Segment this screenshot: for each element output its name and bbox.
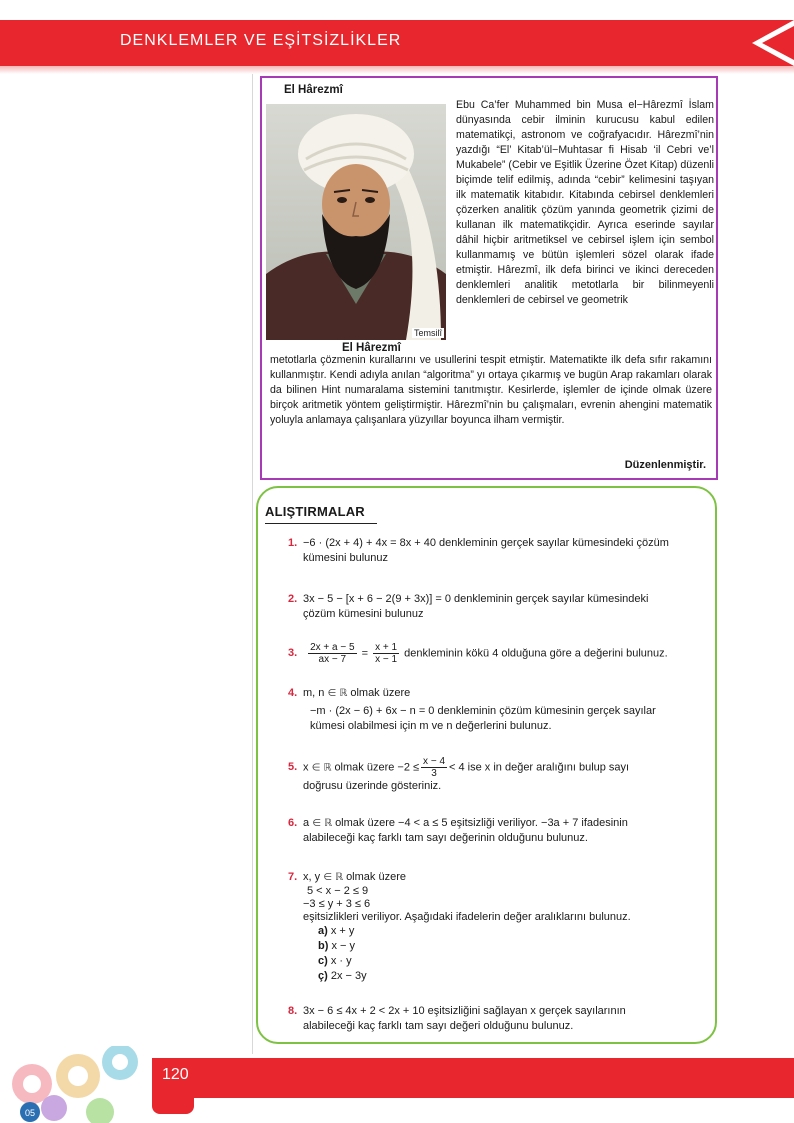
exercise-number: 6. — [288, 817, 298, 829]
fraction-left — [308, 642, 356, 665]
info-paragraph-right: Ebu Ca’fer Muhammed bin Musa el−Hârezmî İslam dünyasında cebir ilminin kurucusu kabul edilen matematikçi, astronom ve coğrafyacıdır. Hârezmî’nin yazdığı “El’ Kitab’ül−Muhtasar fi Hisab ‘il Cebri ve’l Mukabele” (Cebir ve Eşitlik Üzerine Özet Kitap) düzenli biçimde telif edilmiş, adında “cebir” kelimesini taşıyan ilk matematik kitabıdır. Kitabında cebirsel denklemleri çözerken analitik çözüm yanında geometrik çizimi de kullanan ilk matematikçidir. Ayrıca eserinde sayılar dâhil hiçbir aritmetiksel ve cebirsel işlem için sembol kullanmamış ve bütün işlemleri sözel olarak ifade etmiştir. Hârezmî, ilk defa birinci ve ikinci dereceden denklemleri analitik metotlarla bir bilinmeyenli denklemleri de cebirsel ve geometrik — [456, 99, 714, 306]
portrait-tag: Temsilî — [413, 328, 442, 338]
exercise-number: 8. — [288, 1005, 298, 1017]
exercises-box — [256, 486, 717, 1044]
info-box — [260, 76, 718, 480]
fraction-denominator: ax − 7 — [318, 654, 347, 665]
exercise-2 — [288, 592, 716, 622]
gears-decoration-icon — [0, 1046, 152, 1123]
fraction-numerator: x − 4 — [423, 756, 446, 767]
exercise-7 — [288, 870, 716, 984]
exercise-text: < 4 ise x in değer aralığını bulup sayı — [449, 761, 630, 774]
exercise-text: −6 · (2x + 4) + 4x = 8x + 40 denkleminin gerçek sayılar kümesindeki çözüm — [303, 537, 669, 549]
gear-label: 05 — [24, 1108, 36, 1118]
fraction-denominator: 3 — [431, 768, 437, 779]
fraction-denominator: x − 1 — [375, 654, 398, 665]
exercise-text: alabileceği kaç farklı tam sayı değeri olduğunu bulunuz. — [303, 1020, 574, 1032]
exercise-text: 3x − 5 − [x + 6 − 2(9 + 3x)] = 0 denkleminin gerçek sayılar kümesindeki — [303, 593, 649, 605]
sub-item-label: a) — [318, 925, 328, 937]
exercises-heading: ALIŞTIRMALAR — [265, 504, 365, 519]
fraction-right — [373, 642, 399, 665]
exercise-text: kümesi olabilmesi için m ve n değerlerini bulunuz. — [310, 720, 552, 732]
fraction — [421, 756, 447, 779]
exercise-number: 4. — [288, 687, 298, 699]
sub-item-a — [288, 924, 716, 939]
sub-item-c-cedilla — [288, 969, 716, 984]
exercise-text: denkleminin kökü 4 olduğuna göre a değerini bulunuz. — [404, 647, 668, 660]
sub-item-expression: x · y — [330, 955, 352, 967]
exercise-3 — [288, 642, 716, 665]
inequality-2: −3 ≤ y + 3 ≤ 6 — [303, 898, 371, 910]
exercise-text: x — [303, 761, 309, 774]
exercise-text: olmak üzere −2 ≤ — [334, 761, 420, 774]
exercise-text: olmak üzere −4 < a ≤ 5 eşitsizliği veriliyor. −3a + 7 ifadesinin — [335, 817, 628, 829]
exercise-number: 5. — [288, 761, 298, 774]
exercise-number: 7. — [288, 871, 298, 883]
sub-item-c — [288, 954, 716, 969]
corner-arrow-icon — [734, 20, 794, 66]
exercise-5 — [288, 756, 716, 794]
exercise-text: a — [303, 817, 310, 829]
exercise-8 — [288, 1004, 716, 1034]
inequality-1: 5 < x − 2 ≤ 9 — [307, 885, 369, 897]
exercise-6 — [288, 816, 716, 846]
chapter-title: DENKLEMLER VE EŞİTSİZLİKLER — [120, 32, 402, 49]
portrait-drawing — [266, 104, 446, 340]
sub-item-expression: 2x − 3y — [330, 970, 367, 982]
real-numbers-symbol: ∈ ℝ — [323, 872, 343, 883]
sub-item-b — [288, 939, 716, 954]
header-band — [0, 20, 794, 66]
sub-item-label: b) — [318, 940, 329, 952]
exercise-text: doğrusu üzerinde gösteriniz. — [303, 780, 442, 792]
real-numbers-symbol: ∈ ℝ — [327, 688, 348, 699]
exercise-1 — [288, 536, 716, 566]
info-paragraph-bottom: metotlarla çözmenin kurallarını ve usullerini tespit etmiştir. Matematikte ilk defa sıfır rakamını kullanmıştır. Kendi adıyla anılan “algoritma” yı ortaya çıkarmış ve bugün Arap rakamları olarak da bilinen Hint numaralama sistemini tanıtmıştır. Kesirlerde, işlemler de içinde olmak üzere birçok aritmetik yöntem geliştirmiştir. Hârezmî’nin bu çalışmaları, evrenin ahengini matematik yoluyla anlamaya çalışanlara yüzyıllar boyunca ilham vermiştir. — [270, 354, 712, 426]
sub-item-label: c) — [318, 955, 328, 967]
header-shadow — [0, 66, 794, 74]
exercise-text: m, n — [303, 687, 325, 699]
real-numbers-symbol: ∈ ℝ — [312, 818, 332, 829]
exercise-text: eşitsizlikleri veriliyor. Aşağıdaki ifadelerin değer aralıklarını bulunuz. — [303, 911, 631, 923]
exercise-text: 3x − 6 ≤ 4x + 2 < 2x + 10 eşitsizliğini sağlayan x gerçek sayılarının — [303, 1005, 626, 1017]
fraction-numerator: 2x + a − 5 — [310, 642, 355, 653]
page-number: 120 — [162, 1066, 189, 1083]
equals-sign: = — [361, 647, 369, 660]
exercise-4 — [288, 686, 716, 734]
exercise-text: olmak üzere — [346, 871, 406, 883]
exercise-number: 2. — [288, 593, 298, 605]
margin-line — [252, 74, 253, 1054]
portrait-caption: El Hârezmî — [342, 342, 401, 354]
fraction-numerator: x + 1 — [375, 642, 398, 653]
real-numbers-symbol: ∈ ℝ — [311, 762, 332, 774]
portrait-title: El Hârezmî — [284, 84, 343, 96]
exercise-text: alabileceği kaç farklı tam sayı değerinin olduğunu bulunuz. — [303, 832, 588, 844]
exercise-number: 3. — [288, 647, 298, 660]
exercise-number: 1. — [288, 537, 298, 549]
sub-item-expression: x − y — [331, 940, 355, 952]
sub-item-expression: x + y — [330, 925, 355, 937]
exercise-text: çözüm kümesini bulunuz — [303, 608, 424, 620]
sub-item-label: ç) — [318, 970, 328, 982]
footer-band — [152, 1058, 794, 1098]
exercise-text: kümesini bulunuz — [303, 552, 388, 564]
portrait-image — [266, 104, 446, 340]
exercise-text: x, y — [303, 871, 321, 883]
exercise-text: olmak üzere — [350, 687, 411, 699]
exercise-text: −m · (2x − 6) + 6x − n = 0 denkleminin çözüm kümesinin gerçek sayılar — [310, 705, 656, 717]
info-source: Düzenlenmiştir. — [624, 459, 706, 471]
